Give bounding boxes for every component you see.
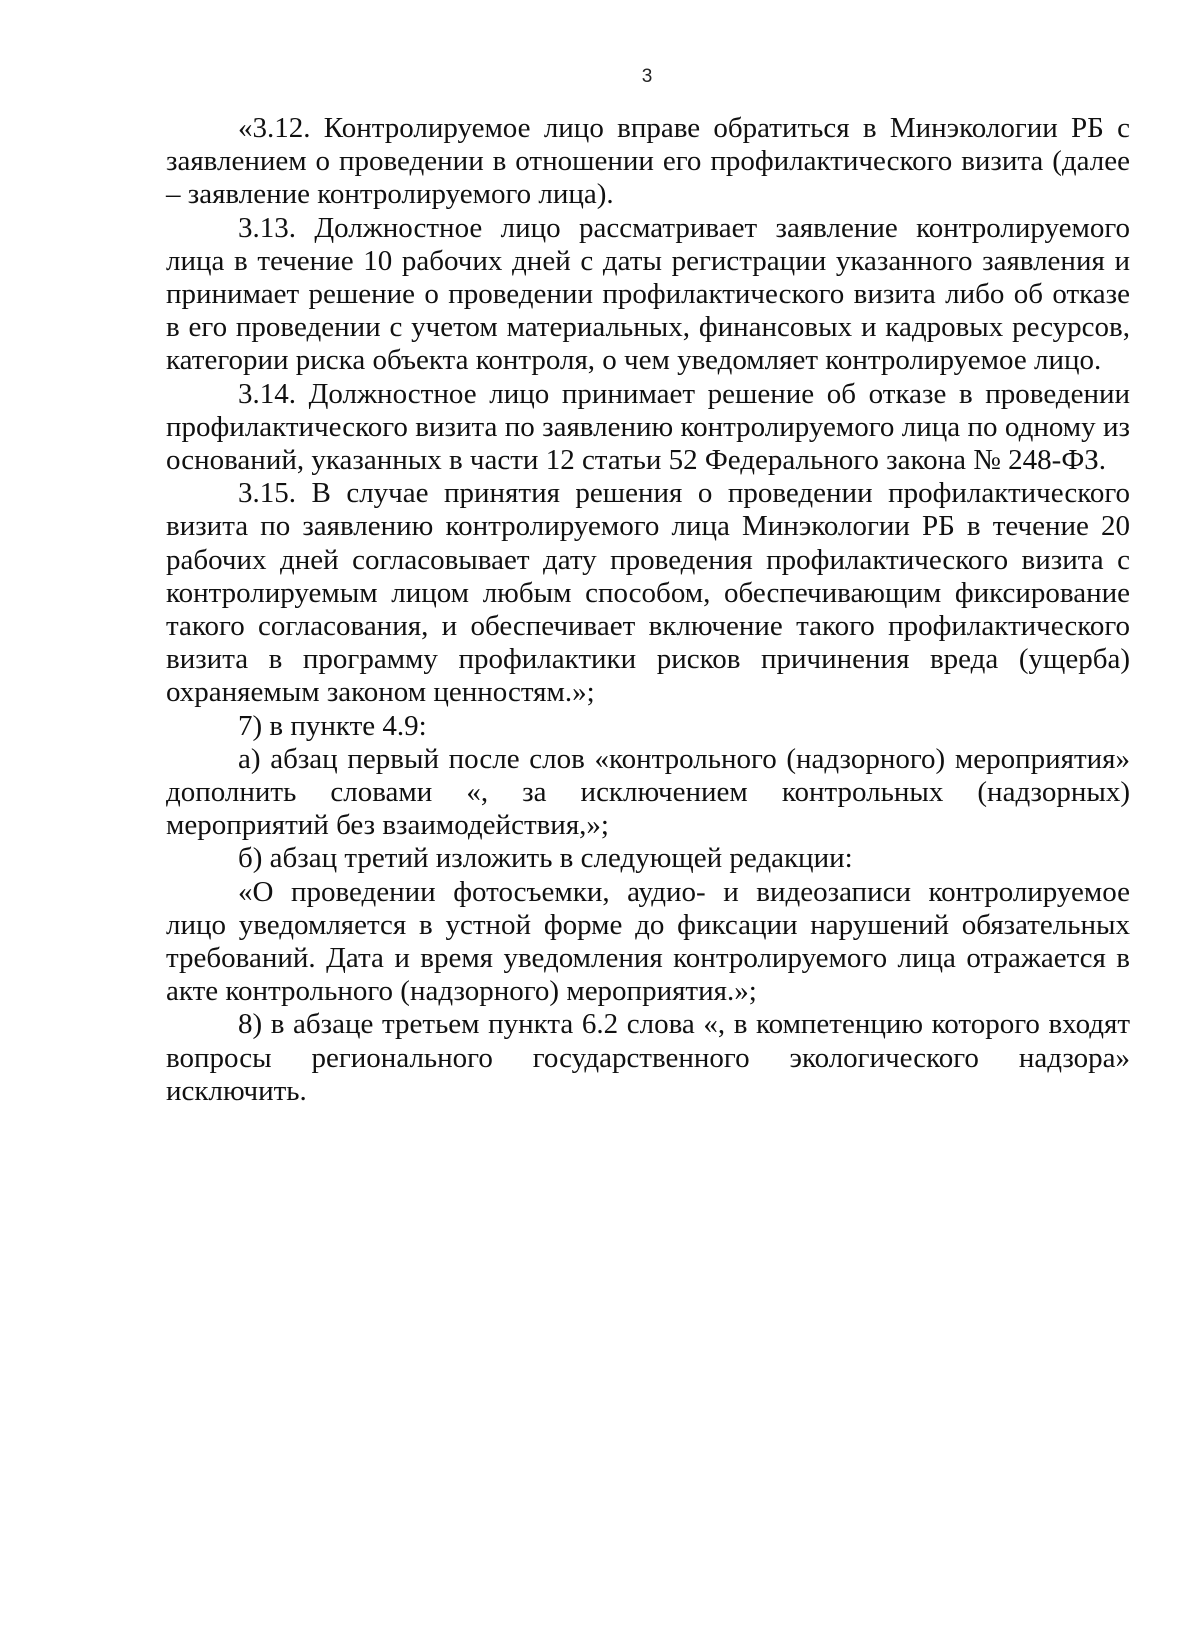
- paragraph-item-7b: б) абзац третий изложить в следующей редакции:: [238, 842, 853, 875]
- paragraph-item-7a: а) абзац первый после слов «контрольного (надзорного) мероприятия» дополнить словами «, за исключением контрольных (надзорных) мероприятий без взаимодействия,»;: [166, 742, 1130, 842]
- paragraph-3-13: 3.13. Должностное лицо рассматривает заявление контролируемого лица в течение 10 рабочих дней с даты регистрации указанного заявления и принимает решение о проведении профилактического визита либо об отказе в его проведении с учетом материальных, финансовых и кадровых ресурсов, категории риска объекта контроля, о чем уведомляет контролируемое лицо.: [166, 211, 1130, 377]
- paragraph-3-12: «3.12. Контролируемое лицо вправе обратиться в Минэкологии РБ с заявлением о проведении в отношении его профилактического визита (далее – заявление контролируемого лица).: [166, 112, 1130, 211]
- paragraph-item-7: 7) в пункте 4.9:: [238, 709, 427, 742]
- paragraph-3-14: 3.14. Должностное лицо принимает решение об отказе в проведении профилактического визита по заявлению контролируемого лица по одному из оснований, указанных в части 12 статьи 52 Федерального закона № 248-ФЗ.: [166, 377, 1130, 477]
- paragraph-item-8: 8) в абзаце третьем пункта 6.2 слова «, в компетенцию которого входят вопросы регионального государственного экологического надзора» исключить.: [166, 1008, 1130, 1107]
- paragraph-3-15: 3.15. В случае принятия решения о проведении профилактического визита по заявлению контролируемого лица Минэкологии РБ в течение 20 рабочих дней согласовывает дату проведения профилактического визита с контролируемым лицом любым способом, обеспечивающим фиксирование такого согласования, и обеспечивает включение такого профилактического визита в программу профилактики рисков причинения вреда (ущерба) охраняемым законом ценностям.»;: [166, 477, 1130, 709]
- paragraph-quote-photo: «О проведении фотосъемки, аудио- и видеозаписи контролируемое лицо уведомляется в устной форме до фиксации нарушений обязательных требований. Дата и время уведомления контролируемого лица отражается в акте контрольного (надзорного) мероприятия.»;: [166, 875, 1130, 1008]
- page-number: 3: [641, 66, 653, 87]
- document-body: [166, 112, 1130, 1108]
